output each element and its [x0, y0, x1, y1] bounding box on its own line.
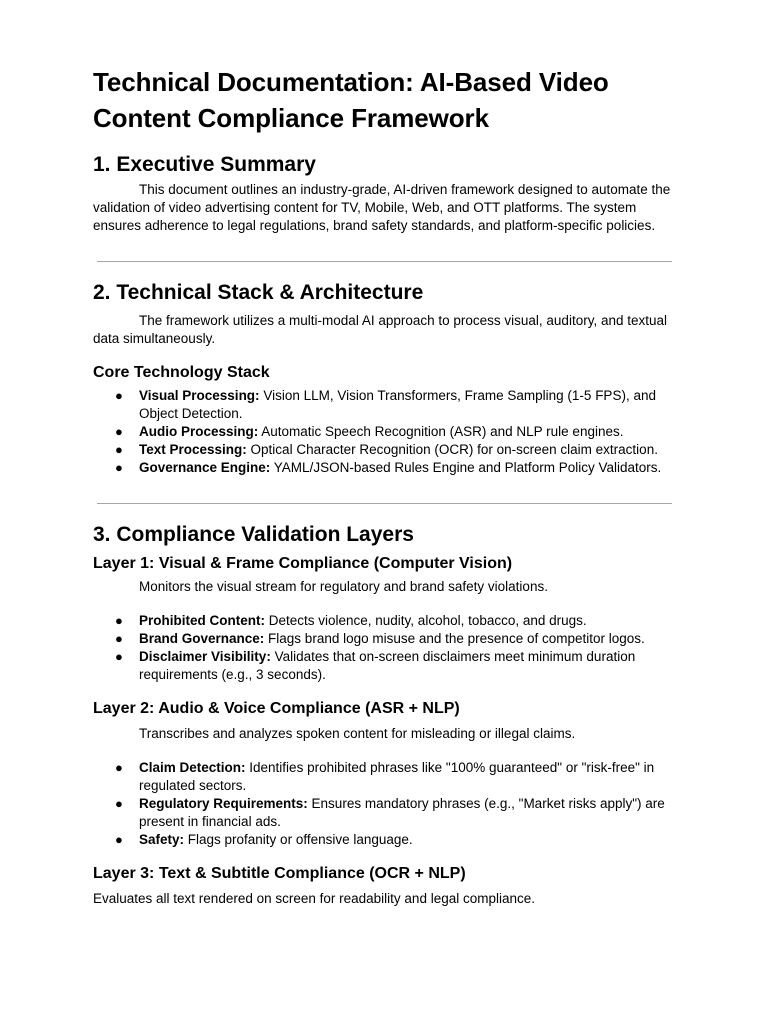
section-heading-compliance-layers: 3. Compliance Validation Layers — [93, 523, 414, 546]
document-title: Technical Documentation: AI-Based Video Content Compliance Framework — [93, 67, 609, 133]
list-item-label: Regulatory Requirements: — [139, 796, 308, 811]
technical-stack-paragraph: The framework utilizes a multi-modal AI approach to process visual, auditory, and textual data simultaneously. — [93, 313, 667, 346]
bullet-icon: ● — [115, 424, 123, 439]
bullet-icon: ● — [115, 832, 123, 847]
core-technology-list — [93, 387, 676, 477]
section-heading-executive-summary: 1. Executive Summary — [93, 153, 316, 176]
executive-summary-paragraph: This document outlines an industry-grade, AI-driven framework designed to automate the validation of video advertising content for TV, Mobile, Web, and OTT platforms. The system ensures adherence to legal regulations, brand safety standards, and platform-specific policies. — [93, 182, 671, 233]
section-divider — [97, 261, 672, 262]
list-item-label: Brand Governance: — [139, 631, 265, 646]
layer-2-list — [93, 759, 676, 849]
list-item — [115, 423, 676, 441]
list-item — [115, 648, 676, 684]
list-item-text: YAML/JSON-based Rules Engine and Platform Policy Validators. — [270, 460, 662, 475]
bullet-icon: ● — [115, 442, 123, 457]
list-item — [115, 441, 676, 459]
section-heading-technical-stack: 2. Technical Stack & Architecture — [93, 281, 424, 304]
bullet-icon: ● — [115, 388, 123, 403]
list-item — [115, 759, 676, 795]
bullet-icon: ● — [115, 760, 123, 775]
subheading-layer-2: Layer 2: Audio & Voice Compliance (ASR + NLP) — [93, 700, 460, 717]
layer-1-list — [93, 612, 676, 684]
bullet-icon: ● — [115, 631, 123, 646]
list-item-text: Flags brand logo misuse and the presence of competitor logos. — [264, 631, 645, 646]
list-item-label: Governance Engine: — [139, 460, 271, 475]
subheading-core-technology-stack: Core Technology Stack — [93, 364, 270, 381]
list-item-label: Disclaimer Visibility: — [139, 649, 271, 664]
bullet-icon: ● — [115, 460, 123, 475]
section-divider — [97, 503, 672, 504]
layer-1-paragraph: Monitors the visual stream for regulatory and brand safety violations. — [139, 579, 548, 594]
list-item-label: Audio Processing: — [139, 424, 259, 439]
list-item-text: Vision LLM, Vision Transformers, Frame Sampling (1-5 FPS), and Object Detection. — [139, 388, 656, 421]
list-item-text: Optical Character Recognition (OCR) for on-screen claim extraction. — [246, 442, 658, 457]
list-item — [115, 795, 676, 831]
list-item-label: Text Processing: — [139, 442, 247, 457]
list-item — [115, 630, 676, 648]
list-item-text: Ensures mandatory phrases (e.g., "Market risks apply") are present in financial ads. — [139, 796, 665, 829]
layer-2-paragraph: Transcribes and analyzes spoken content for misleading or illegal claims. — [139, 726, 576, 741]
list-item — [115, 612, 676, 630]
list-item — [115, 459, 676, 477]
list-item — [115, 387, 676, 423]
bullet-icon: ● — [115, 796, 123, 811]
list-item-text: Identifies prohibited phrases like "100% guaranteed" or "risk-free" in regulated sectors. — [139, 760, 655, 793]
list-item-text: Flags profanity or offensive language. — [184, 832, 413, 847]
list-item-label: Claim Detection: — [139, 760, 246, 775]
layer-3-paragraph: Evaluates all text rendered on screen for readability and legal compliance. — [93, 891, 536, 906]
subheading-layer-1: Layer 1: Visual & Frame Compliance (Computer Vision) — [93, 555, 513, 572]
list-item-text: Automatic Speech Recognition (ASR) and NLP rule engines. — [258, 424, 624, 439]
list-item-label: Prohibited Content: — [139, 613, 265, 628]
bullet-icon: ● — [115, 649, 123, 664]
list-item-text: Detects violence, nudity, alcohol, tobacco, and drugs. — [264, 613, 587, 628]
list-item-label: Safety: — [139, 832, 185, 847]
bullet-icon: ● — [115, 613, 123, 628]
list-item-label: Visual Processing: — [139, 388, 260, 403]
list-item — [115, 831, 676, 849]
list-item-text: Validates that on-screen disclaimers meet minimum duration requirements (e.g., 3 seconds). — [139, 649, 636, 682]
subheading-layer-3: Layer 3: Text & Subtitle Compliance (OCR + NLP) — [93, 865, 466, 882]
